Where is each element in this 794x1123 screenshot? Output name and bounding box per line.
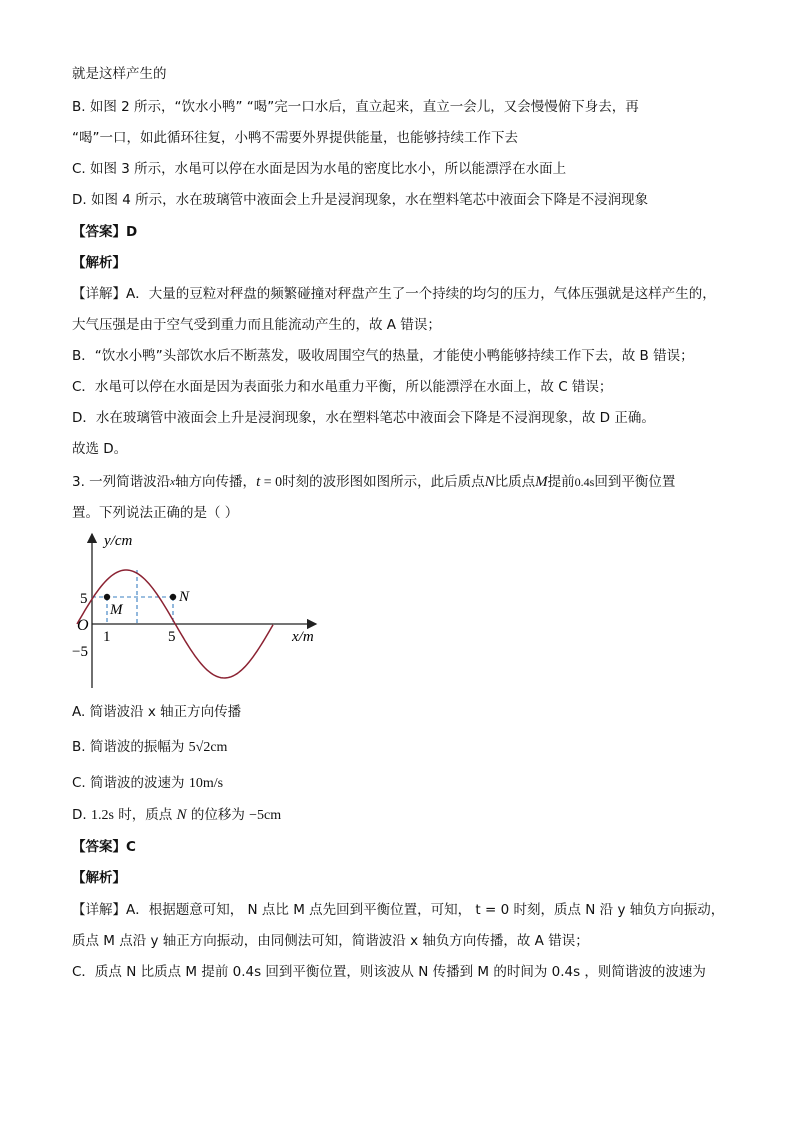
x-axis-label: x/m <box>292 629 314 645</box>
q3-detail-a-line2: 质点 M 点沿 y 轴正方向振动，由同侧法可知，简谐波沿 x 轴负方向传播，故 A 错误； <box>72 933 589 949</box>
conclusion: 故选 D。 <box>72 441 128 457</box>
detail-a-line2: 大气压强是由于空气受到重力而且能流动产生的，故 A 错误； <box>72 317 441 333</box>
analysis-label: 【解析】 <box>72 255 126 271</box>
detail-c: C．水黾可以停在水面是因为表面张力和水黾重力平衡，所以能漂浮在水面上，故 C 错误； <box>72 379 613 395</box>
q3-option-c: C. 简谐波的波速为 10m/s <box>72 775 224 791</box>
point-m <box>104 594 110 600</box>
q3-option-d: D. 1.2s 时，质点 N 的位移为 −5cm <box>72 807 282 823</box>
point-n <box>170 594 176 600</box>
option-c: C. 如图 3 所示，水黾可以停在水面是因为水黾的密度比水小，所以能漂浮在水面上 <box>72 161 567 177</box>
detail-a-line1: 【详解】A．大量的豆粒对秤盘的频繁碰撞对秤盘产生了一个持续的均匀的压力，气体压强就是这样产生的， <box>72 286 716 302</box>
q3-detail-c: C．质点 N 比质点 M 提前 0.4s 回到平衡位置，则该波从 N 传播到 M 的时间为 0.4s ，则简谐波的波速为 <box>72 964 706 980</box>
question-3-stem-line2: 置。下列说法正确的是（ ） <box>72 505 239 521</box>
option-b-line1: B. 如图 2 所示，“饮水小鸭” “喝”完一口水后，直立起来，直立一会儿，又会慢慢俯下身去，再 <box>72 99 639 115</box>
text-line: 就是这样产生的 <box>72 66 167 82</box>
x-tick-5: 5 <box>168 629 176 645</box>
wave-figure <box>70 528 330 693</box>
question-3-stem: 3. 一列简谐波沿$^x$轴方向传播，t = 0时刻的波形图如图所示，此后质点N比质点M提前0.4s回到平衡位置 <box>72 474 676 490</box>
x-tick-1: 1 <box>103 629 111 645</box>
point-n-label: N <box>179 589 190 605</box>
option-b-line2: “喝”一口，如此循环往复，小鸭不需要外界提供能量，也能够持续工作下去 <box>72 130 518 146</box>
q3-answer-label: 【答案】C <box>72 839 136 855</box>
q3-detail-a-line1: 【详解】A．根据题意可知， N 点比 M 点先回到平衡位置，可知， t = 0 时刻，质点 N 沿 y 轴负方向振动， <box>72 902 725 918</box>
y-axis-label: y/cm <box>104 533 133 549</box>
answer-label: 【答案】D <box>72 224 138 240</box>
detail-b: B．“饮水小鸭”头部饮水后不断蒸发，吸收周围空气的热量，才能使小鸭能够持续工作下去，故 B 错误； <box>72 348 694 364</box>
y-tick-5: 5 <box>80 591 88 607</box>
q3-analysis-label: 【解析】 <box>72 870 126 886</box>
origin-label: O <box>77 617 89 634</box>
detail-d: D．水在玻璃管中液面会上升是浸润现象，水在塑料笔芯中液面会下降是不浸润现象，故 D 正确。 <box>72 410 655 426</box>
y-tick-neg5: −5 <box>72 644 88 660</box>
point-m-label: M <box>110 602 123 618</box>
q3-option-a: A. 简谐波沿 x 轴正方向传播 <box>72 704 242 720</box>
option-d: D. 如图 4 所示，水在玻璃管中液面会上升是浸润现象，水在塑料笔芯中液面会下降是不浸润现象 <box>72 192 649 208</box>
q3-option-b: B. 简谐波的振幅为 5√2cm <box>72 739 228 755</box>
